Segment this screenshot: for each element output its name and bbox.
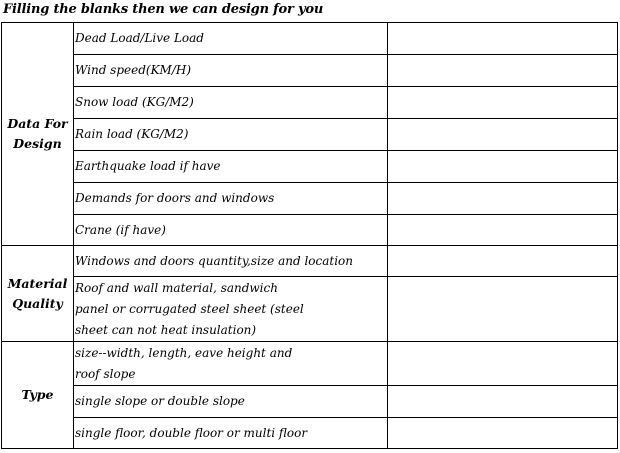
table-row xyxy=(2,151,618,183)
table-row xyxy=(2,215,618,246)
item-label: Demands for doors and windows xyxy=(74,183,388,215)
table-row xyxy=(2,418,618,449)
table-row xyxy=(2,183,618,215)
answer-field[interactable] xyxy=(388,55,618,87)
answer-field[interactable] xyxy=(388,277,618,342)
table-row xyxy=(2,119,618,151)
table-row xyxy=(2,55,618,87)
table-row xyxy=(2,23,618,55)
item-label: Dead Load/Live Load xyxy=(74,23,388,55)
design-data-table xyxy=(1,22,618,449)
answer-field[interactable] xyxy=(388,418,618,449)
section-label: Material Quality xyxy=(2,246,74,342)
section-label: Type xyxy=(2,342,74,449)
item-label: Roof and wall material, sandwich panel or corrugated steel sheet (steel sheet can not heat insulation) xyxy=(74,277,388,342)
table-row xyxy=(2,342,618,386)
answer-field[interactable] xyxy=(388,151,618,183)
item-label: Earthquake load if have xyxy=(74,151,388,183)
item-label: Rain load (KG/M2) xyxy=(74,119,388,151)
answer-field[interactable] xyxy=(388,183,618,215)
item-label: Wind speed(KM/H) xyxy=(74,55,388,87)
item-label: size--width, length, eave height and roof slope xyxy=(74,342,388,386)
table-row xyxy=(2,246,618,277)
section-label: Data For Design xyxy=(2,23,74,246)
item-label: Crane (if have) xyxy=(74,215,388,246)
answer-field[interactable] xyxy=(388,386,618,418)
answer-field[interactable] xyxy=(388,342,618,386)
table-row xyxy=(2,87,618,119)
item-label: Snow load (KG/M2) xyxy=(74,87,388,119)
item-label: single slope or double slope xyxy=(74,386,388,418)
answer-field[interactable] xyxy=(388,87,618,119)
form-title: Filling the blanks then we can design for you xyxy=(3,2,324,17)
answer-field[interactable] xyxy=(388,119,618,151)
answer-field[interactable] xyxy=(388,23,618,55)
answer-field[interactable] xyxy=(388,215,618,246)
item-label: single floor, double floor or multi floor xyxy=(74,418,388,449)
table-row xyxy=(2,386,618,418)
table-row xyxy=(2,277,618,342)
item-label: Windows and doors quantity,size and location xyxy=(74,246,388,277)
answer-field[interactable] xyxy=(388,246,618,277)
